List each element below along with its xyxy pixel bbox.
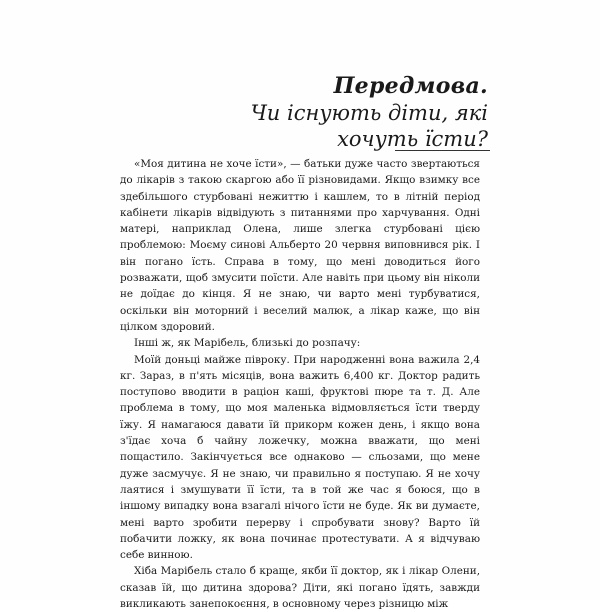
- heading-underline: [395, 150, 490, 151]
- chapter-heading: [251, 72, 488, 152]
- chapter-subtitle-line2: хочуть їсти?: [337, 127, 488, 151]
- paragraph: «Моя дитина не хоче їсти», — батьки дуже часто звертаються до лікарів з такою скаргою або її різновидами. Якщо взимку все здебільшого стурбовані нежиттю і кашлем, то в літній період кабінети лікарів відвідують з питаннями про харчування. Одні матері, наприклад Олена, лише злегка стурбовані цією проблемою: Моєму синові Альберто 20 червня виповнився рік. І він погано їсть. Справа в тому, що мені доводиться його розважати, щоб змусити поїсти. Але навіть при цьому він ніколи не доїдає до кінця. Я не знаю, чи варто мені турбуватися, оскільки він моторний і веселий малюк, а лікар каже, що він цілком здоровий.: [120, 158, 480, 333]
- chapter-title: Передмова.: [333, 73, 488, 99]
- paragraph: Хіба Марібель стало б краще, якби її доктор, як і лікар Олени, сказав їй, що дитина здорова? Діти, які погано їдять, завжди викликають занепокоєння, в основному через різницю між: [120, 565, 480, 611]
- paragraph: Моїй доньці майже півроку. При народженні вона важила 2,4 кг. Зараз, в п'ять місяців, вона важить 6,400 кг. Доктор радить поступово вводити в раціон каші, фруктові пюре та т. Д. Але проблема в тому, що моя маленька відмовляється їсти тверду їжу. Я намагаюся давати їй прикорм кожен день, і якщо вона з'їдає хоча б чайну ложечку, можна вважати, що мені пощастило. Закінчується все однаково — сльозами, що мене дуже засмучує. Я не знаю, чи правильно я поступаю. Я не хочу лаятися і змушувати її їсти, та в той же час я боюся, що в іншому випадку вона взагалі нічого їсти не буде. Як ви думаєте, мені варто зробити перерву і спробувати знову? Варто їй побачити ложку, як вона починає протестувати. А я відчуваю себе винною.: [120, 353, 480, 562]
- paragraph: Інші ж, як Марібель, близькі до розпачу:: [134, 337, 361, 350]
- body-text: [120, 156, 480, 612]
- chapter-subtitle-line1: Чи існують діти, які: [250, 101, 488, 125]
